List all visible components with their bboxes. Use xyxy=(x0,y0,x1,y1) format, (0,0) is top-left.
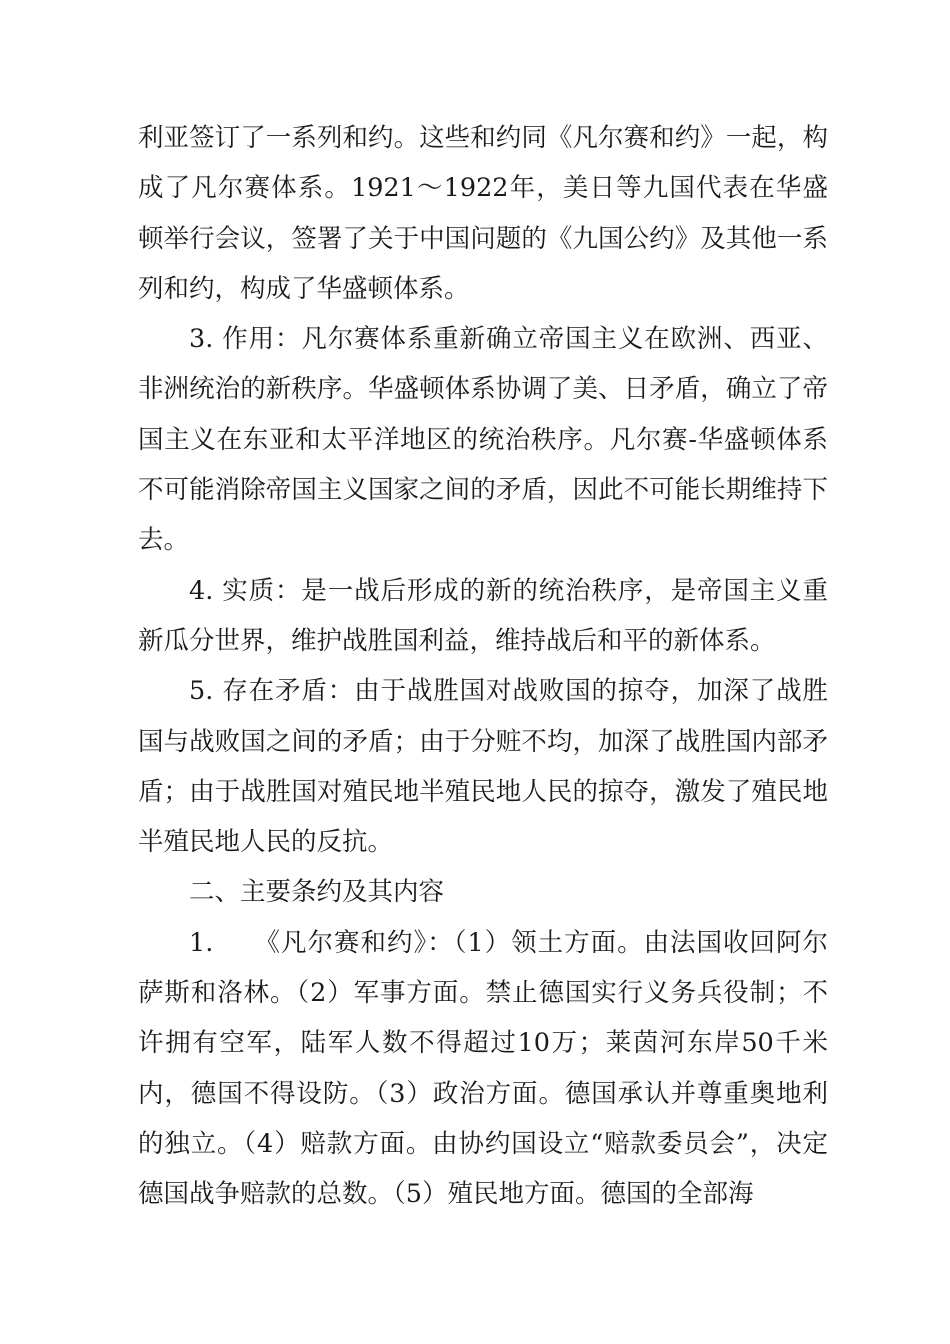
paragraph-role: 3. 作用：凡尔赛体系重新确立帝国主义在欧洲、西亚、非洲统治的新秩序。华盛顿体系协调了美、日矛盾，确立了帝国主义在东亚和太平洋地区的统治秩序。凡尔赛-华盛顿体系不可能消除帝国主义国家之间的矛盾，因此不可能长期维持下去。 xyxy=(138,324,828,556)
section-heading-main-treaties: 二、主要条约及其内容 xyxy=(189,877,445,908)
paragraph-contradictions: 5. 存在矛盾：由于战胜国对战败国的掠夺，加深了战胜国与战败国之间的矛盾；由于分赃不均，加深了战胜国内部矛盾；由于战胜国对殖民地半殖民地人民的掠夺，激发了殖民地半殖民地人民的反抗。 xyxy=(138,676,828,858)
paragraph-versailles-treaty: 1. 《凡尔赛和约》：（1）领土方面。由法国收回阿尔萨斯和洛林。（2）军事方面。禁止德国实行义务兵役制；不许拥有空军，陆军人数不得超过10万；莱茵河东岸50千米内，德国不得设防。（3）政治方面。德国承认并尊重奥地利的独立。（4）赔款方面。由协约国设立“赔款委员会”，决定德国战争赔款的总数。（5）殖民地方面。德国的全部海 xyxy=(138,927,828,1210)
paragraph-essence: 4. 实质：是一战后形成的新的统治秩序，是帝国主义重新瓜分世界，维护战胜国利益，维持战后和平的新体系。 xyxy=(138,575,828,656)
document-body xyxy=(138,113,828,1220)
paragraph-treaty-systems: 利亚签订了一系列和约。这些和约同《凡尔赛和约》一起，构成了凡尔赛体系。1921～1922年，美日等九国代表在华盛顿举行会议，签署了关于中国问题的《九国公约》及其他一系列和约，构成了华盛顿体系。 xyxy=(138,123,828,304)
